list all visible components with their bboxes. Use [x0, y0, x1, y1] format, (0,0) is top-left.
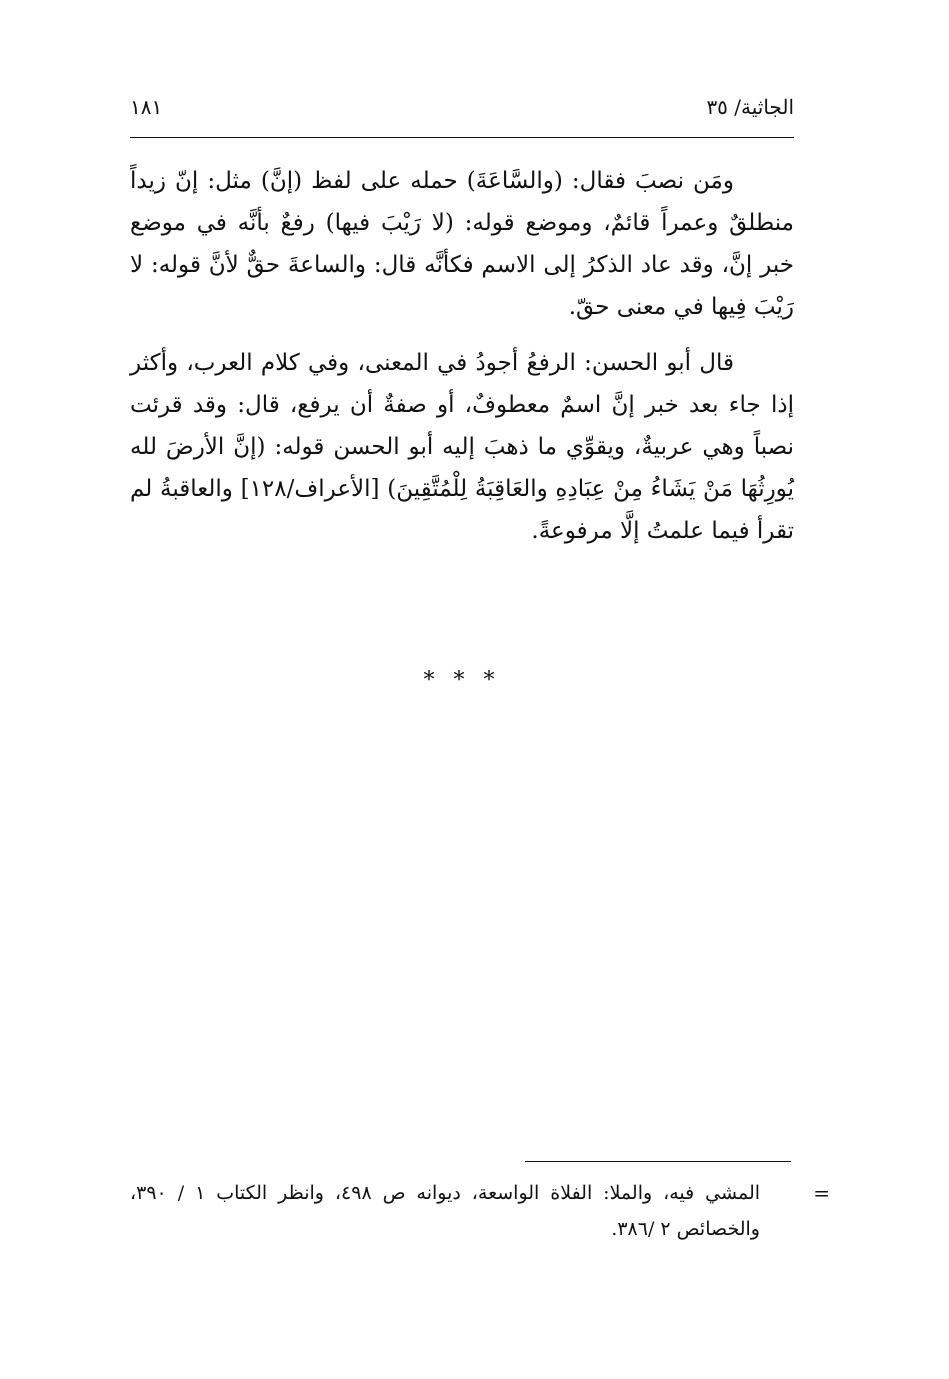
main-text: [130, 160, 794, 552]
footnote-continuation-marker: =: [813, 1181, 830, 1205]
paragraph-2: قال أبو الحسن: الرفعُ أجودُ في المعنى، وفي كلام العرب، وأكثر إذا جاء بعد خبر إنَّ اسمٌ معطوفٌ، أو صفةٌ أن يرفع، قال: وقد قرئت نصباً وهي عربيةٌ، ويقوِّي ما ذهبَ إليه أبو الحسن قوله: (إنَّ الأرضَ لله يُورِثُهَا مَنْ يَشَاءُ مِنْ عِبَادِهِ والعَاقِبَةُ لِلْمُتَّقِينَ) [الأعراف/١٢٨] والعاقبةُ لم تقرأ فيما علمتُ إلَّا مرفوعةً.: [130, 350, 794, 544]
page-number: ١٨١: [130, 95, 163, 119]
header-rule: [130, 137, 794, 138]
running-header: [130, 92, 794, 126]
paragraph-1: ومَن نصبَ فقال: (والسَّاعَةَ) حمله على لفظ (إنَّ) مثل: إنّ زيداً منطلقٌ وعمراً قائمٌ، وموضع قوله: (لا رَيْبَ فيها) رفعٌ بأنَّه في موضع خبر إنَّ، وقد عاد الذكرُ إلى الاسم فكأنَّه قال: والساعةَ حقٌّ لأنَّ قوله: لا رَيْبَ فِيها في معنى حقّ.: [130, 168, 794, 320]
running-header-title: الجاثية/ ٣٥: [706, 95, 794, 119]
footnote-text: المشي فيه، والملا: الفلاة الواسعة، ديوانه ص ٤٩٨، وانظر الكتاب ١ / ٣٩٠، والخصائص ٢ /٣٨٦.: [130, 1182, 761, 1240]
section-separator: * * *: [423, 668, 501, 693]
footnote-rule: [525, 1161, 791, 1162]
